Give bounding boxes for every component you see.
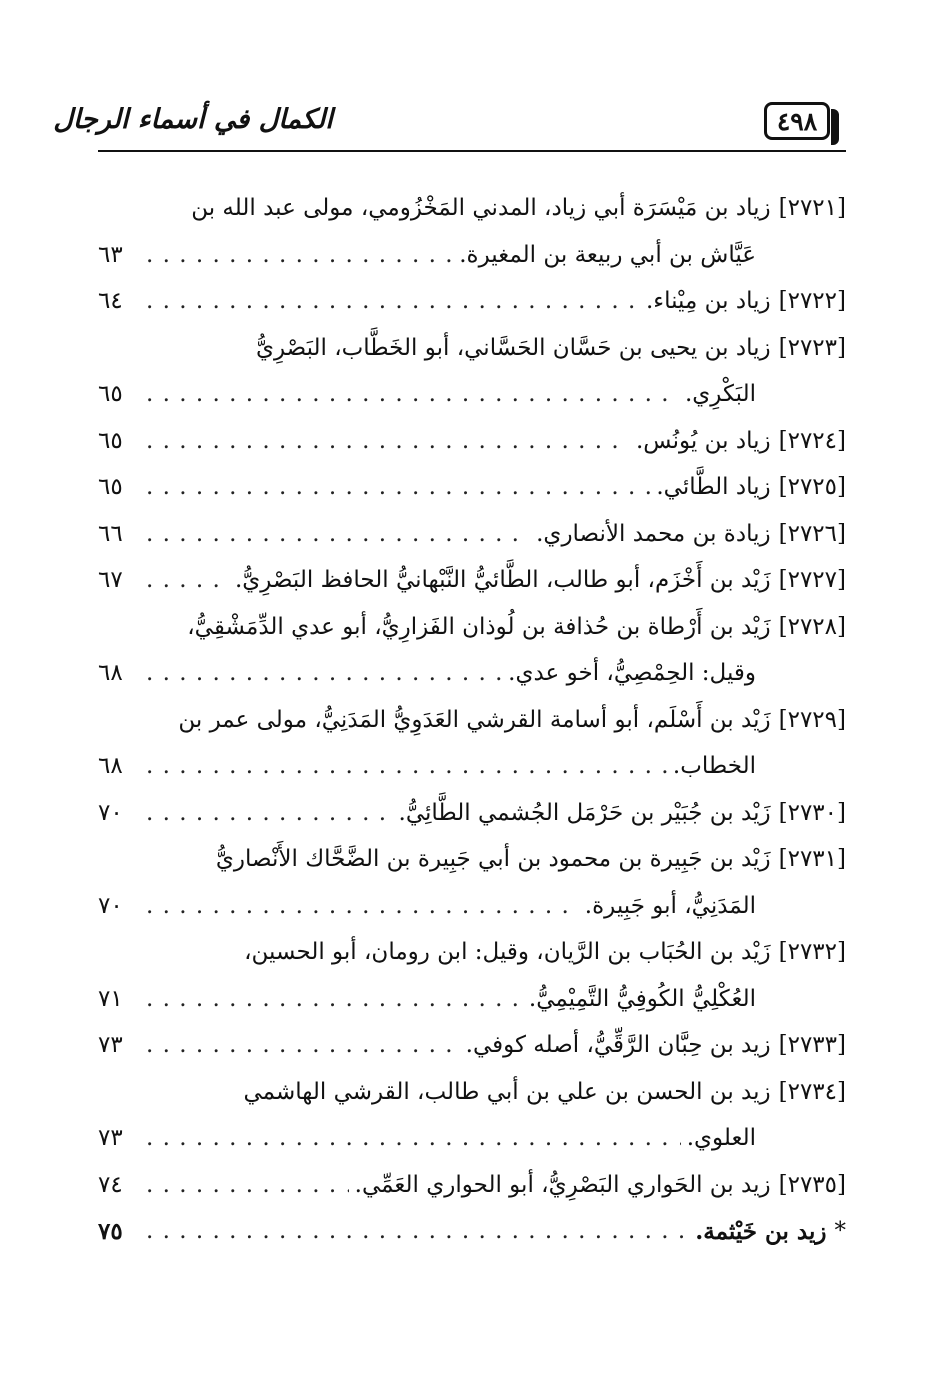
entry-text: زياد بن يحيى بن حَسَّان الحَسَّاني، أبو الخَطَّاب، البَصْرِيُّ [255, 334, 771, 361]
dot-leader [146, 893, 579, 919]
entry-text: زياد الطَّائي. [656, 474, 771, 500]
entry-text: زَيْد بن جَبِيرة بن محمود بن أبي جَبِيرة بن الضَّحَّاك الأَنْصاريُّ [215, 846, 771, 872]
entry-text: العلوي. [686, 1125, 756, 1151]
entry-number: [٢٧٣٤] [778, 1078, 846, 1105]
toc-line [98, 651, 846, 695]
toc-line [98, 791, 846, 835]
toc-line [98, 930, 846, 974]
toc-line [98, 512, 846, 556]
header-rule [98, 150, 846, 152]
toc-line [98, 1070, 846, 1114]
toc-line [98, 1023, 846, 1067]
dot-leader [146, 1032, 460, 1058]
entry-number: * [834, 1218, 846, 1244]
dot-leader [146, 1125, 681, 1151]
toc-line [98, 698, 846, 742]
entry-page-number: ٦٥ [98, 427, 123, 454]
entry-text: وقيل: الحِمْصِيُّ، أخو عدي. [508, 660, 756, 686]
entry-page-number: ٧١ [98, 985, 123, 1012]
entry-number: [٢٧٢٤] [778, 427, 846, 454]
entry-text: زَيْد بن أَرْطاة بن حُذافة بن لُوذان الفَزارِيُّ، أبو عدي الدِّمَشْقِيُّ، [187, 613, 771, 640]
toc-line [98, 884, 846, 928]
dot-leader [146, 986, 523, 1012]
entry-number: [٢٧٣١] [778, 846, 846, 872]
dot-leader [146, 381, 679, 407]
toc-line [98, 419, 846, 463]
toc-line [98, 372, 846, 416]
toc-line [98, 1209, 846, 1253]
entry-text: زَيْد بن أَخْزَم، أبو طالب، الطَّائيُّ النَّبْهانيُّ الحافظ البَصْرِيُّ. [234, 567, 771, 593]
dot-leader [146, 428, 630, 454]
dot-leader [146, 567, 229, 593]
entry-number: [٢٧٢٣] [778, 334, 846, 361]
entry-number: [٢٧٣٥] [778, 1171, 846, 1198]
entry-number: [٢٧٢٩] [778, 706, 846, 733]
entry-page-number: ٦٥ [98, 381, 123, 407]
dot-leader [146, 1218, 689, 1244]
toc-line [98, 326, 846, 370]
entry-page-number: ٦٧ [98, 567, 123, 593]
table-of-contents [98, 186, 846, 1246]
entry-number: [٢٧٣٣] [778, 1032, 846, 1058]
entry-text: عَيَّاش بن أبي ربيعة بن المغيرة. [459, 241, 756, 268]
entry-text: زيادة بن محمد الأنصاري. [536, 520, 771, 547]
entry-text: زيد بن الحسن بن علي بن أبي طالب، القرشي الهاشمي [243, 1078, 771, 1105]
entry-text: الخطاب. [672, 753, 756, 779]
running-title: الكمال في أسماء الرجال [53, 103, 333, 135]
dot-leader [146, 660, 502, 686]
entry-text: زياد بن مَيْسَرَة أبي زياد، المدني المَخْزُومي، مولى عبد الله بن [191, 195, 771, 221]
entry-text: زيد بن حِبَّان الرَّقِّيُّ، أصله كوفي. [465, 1032, 771, 1058]
entry-number: [٢٧٢٦] [778, 520, 846, 547]
page-number-box [764, 102, 830, 140]
dot-leader [146, 1172, 349, 1198]
toc-line [98, 1116, 846, 1160]
toc-line [98, 977, 846, 1021]
entry-page-number: ٧٣ [98, 1125, 123, 1151]
entry-page-number: ٦٤ [98, 288, 123, 314]
entry-page-number: ٦٨ [98, 660, 123, 686]
entry-page-number: ٦٥ [98, 474, 123, 500]
entry-page-number: ٦٦ [98, 520, 123, 547]
entry-text: البَكْرِي. [684, 381, 756, 407]
entry-page-number: ٧٥ [98, 1217, 123, 1245]
dot-leader [146, 242, 453, 268]
page-number: ٤٩٨ [776, 106, 818, 136]
page-header [0, 0, 944, 160]
entry-number: [٢٧٢٢] [778, 288, 846, 314]
entry-number: [٢٧٢١] [778, 195, 846, 221]
toc-line [98, 605, 846, 649]
dot-leader [146, 288, 640, 314]
entry-text: زَيْد بن جُبَيْر بن حَرْمَل الجُشمي الطَّائِيُّ. [398, 799, 771, 826]
entry-page-number: ٧٠ [98, 799, 123, 826]
entry-text: زيد بن الحَواري البَصْرِيُّ، أبو الحواري العَمِّي. [354, 1171, 771, 1198]
toc-line [98, 465, 846, 509]
toc-line [98, 837, 846, 881]
toc-line [98, 186, 846, 230]
entry-text: زَيْد بن أَسْلَم، أبو أسامة القرشي العَدَوِيُّ المَدَنِيُّ، مولى عمر بن [178, 706, 771, 733]
entry-number: [٢٧٣٠] [778, 799, 846, 826]
entry-number: [٢٧٢٥] [778, 474, 846, 500]
entry-text: المَدَنِيُّ، أبو جَبِيرة. [584, 892, 756, 919]
entry-text: زيد بن خَيْثمة. [695, 1217, 827, 1245]
entry-number: [٢٧٢٨] [778, 613, 846, 640]
entry-text: العُكْلِيُّ الكُوفِيُّ التَّمِيْمِيُّ. [528, 985, 756, 1012]
entry-page-number: ٧٠ [98, 892, 123, 919]
entry-number: [٢٧٣٢] [778, 939, 846, 965]
entry-text: زَيْد بن الحُبَاب بن الرَّيان، وقيل: ابن رومان، أبو الحسين، [244, 939, 771, 965]
toc-line [98, 279, 846, 323]
entry-number: [٢٧٢٧] [778, 567, 846, 593]
entry-text: زياد بن مِيْناء. [645, 288, 771, 314]
toc-line [98, 744, 846, 788]
dot-leader [146, 474, 650, 500]
dot-leader [146, 800, 393, 826]
toc-line [98, 1163, 846, 1207]
toc-line [98, 233, 846, 277]
entry-page-number: ٧٤ [98, 1171, 123, 1198]
entry-page-number: ٧٣ [98, 1032, 123, 1058]
entry-page-number: ٦٣ [98, 241, 123, 268]
dot-leader [146, 521, 530, 547]
entry-text: زياد بن يُونُس. [636, 427, 771, 454]
entry-page-number: ٦٨ [98, 753, 123, 779]
dot-leader [146, 753, 667, 779]
toc-line [98, 558, 846, 602]
